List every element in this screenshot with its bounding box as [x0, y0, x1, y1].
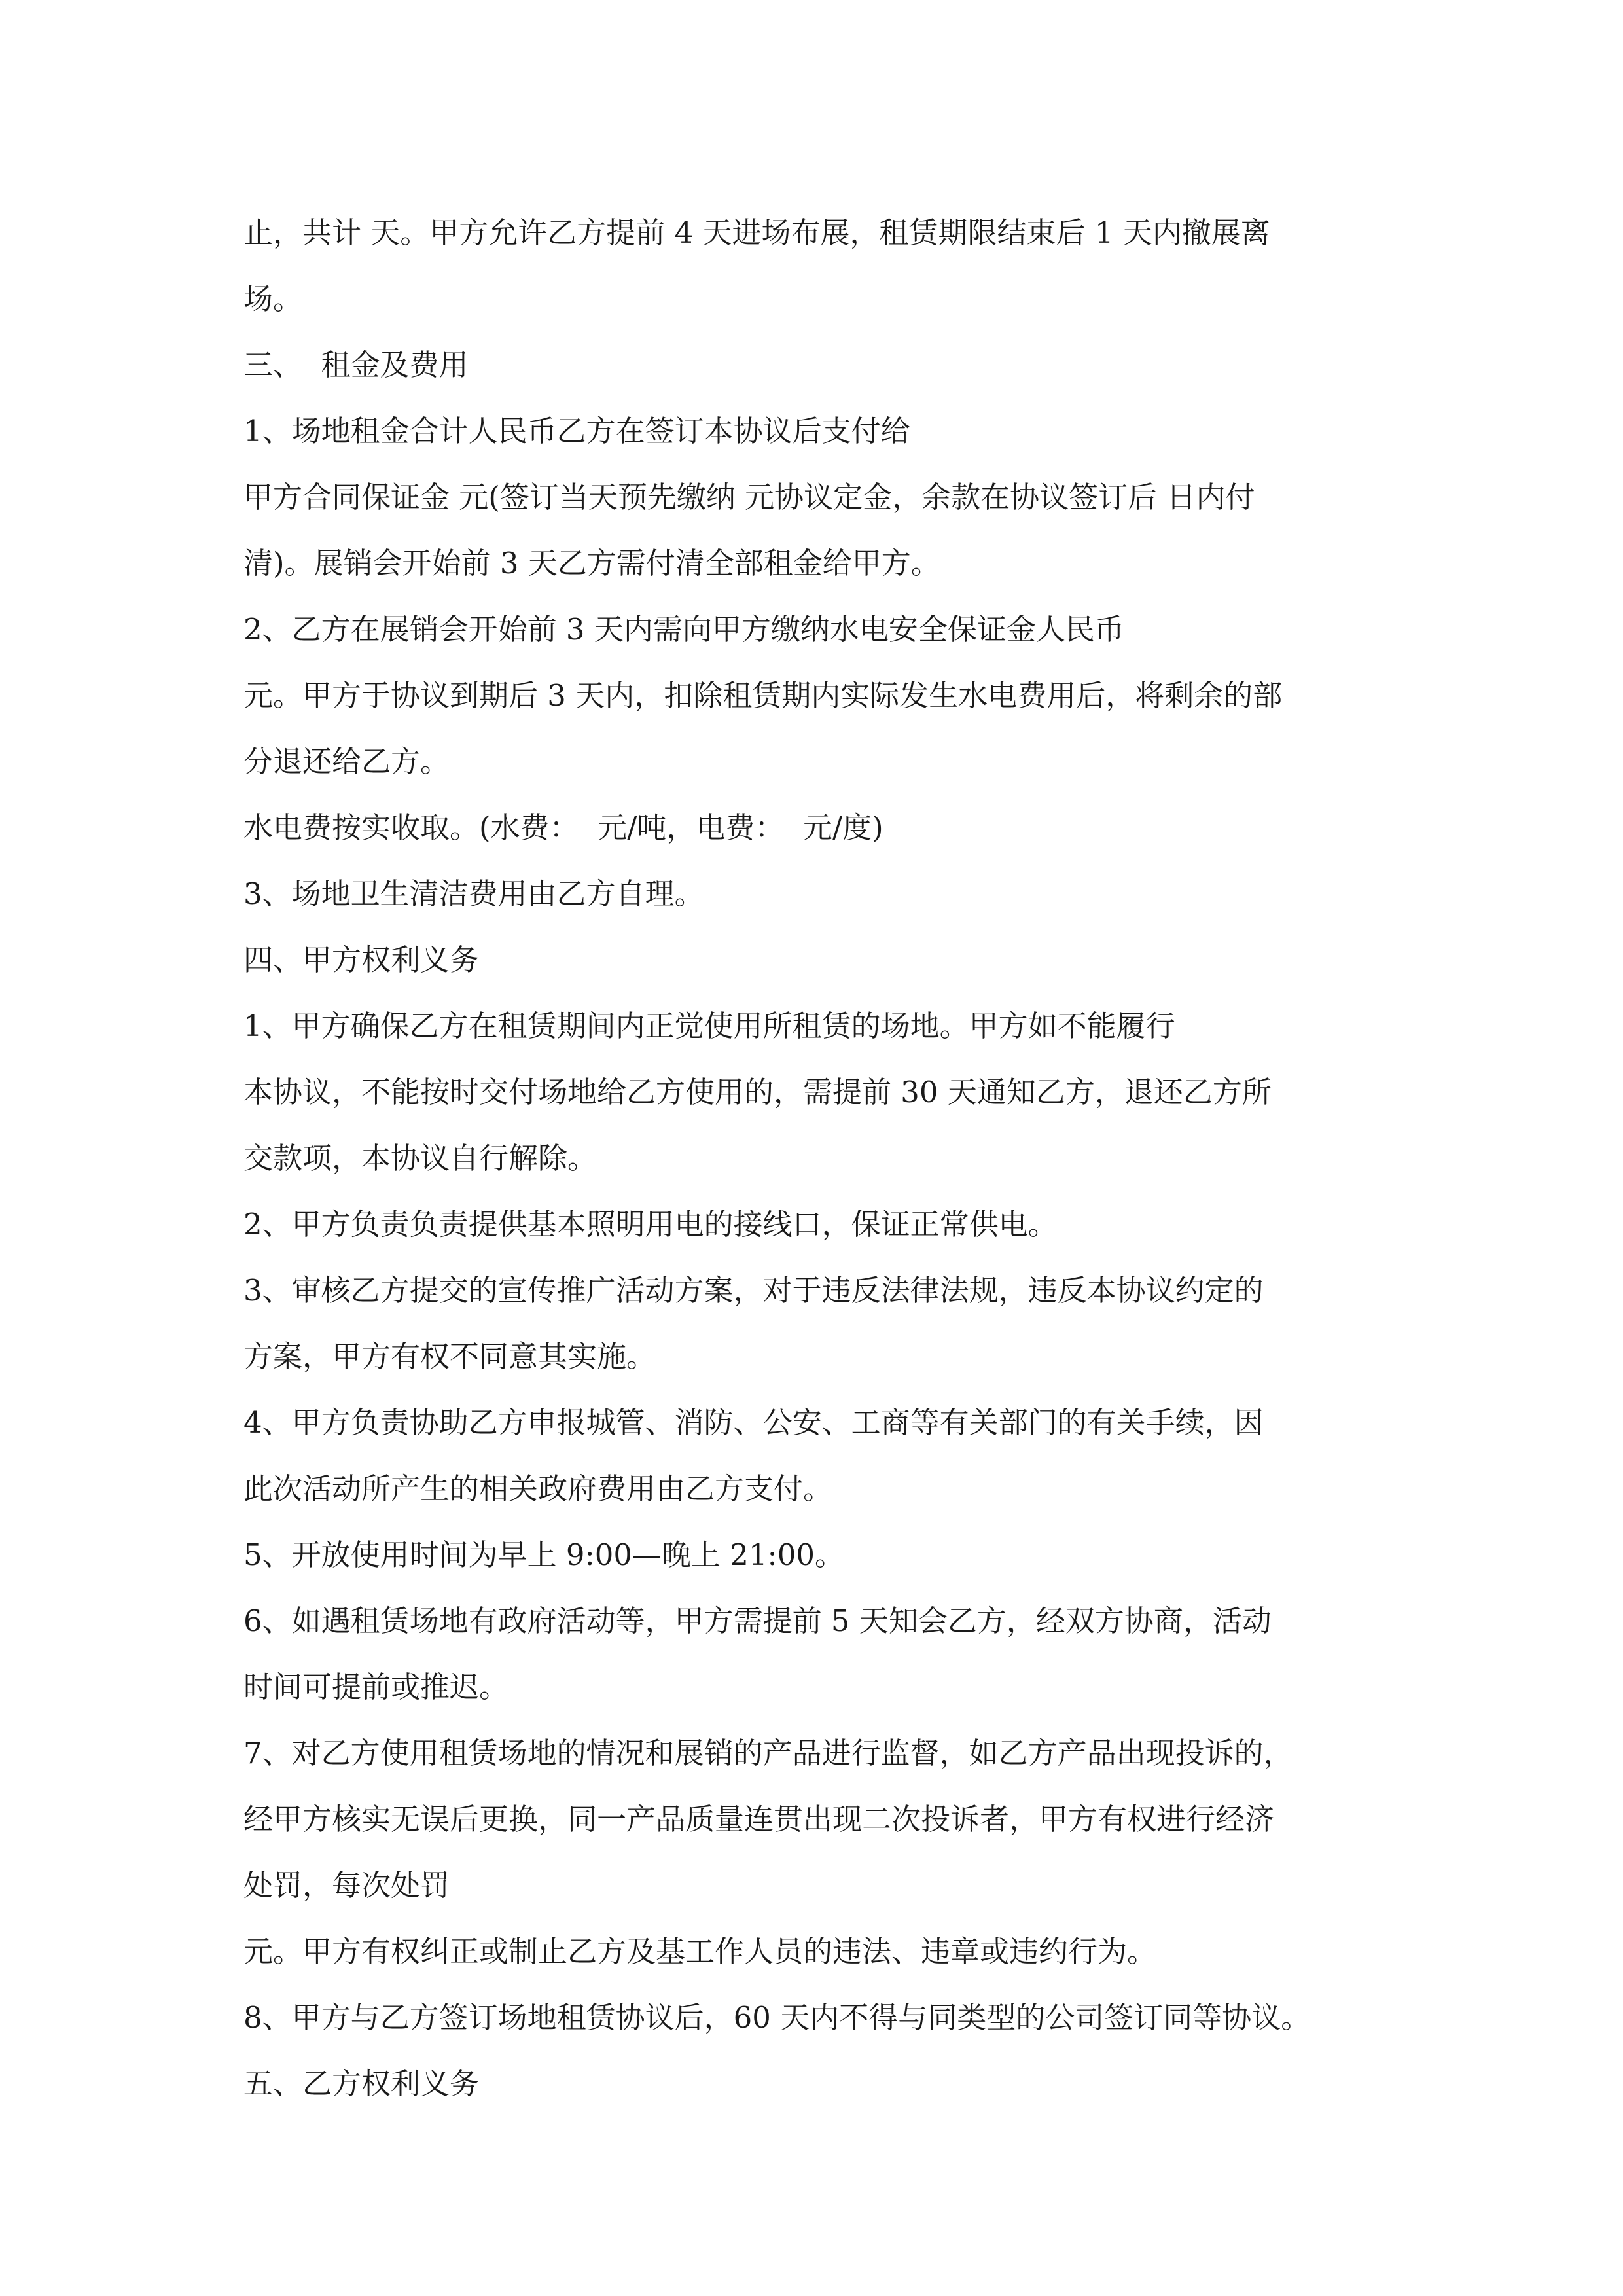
text-line: 时间可提前或推迟。 — [243, 1670, 509, 1704]
text-line: 7、对乙方使用租赁场地的情况和展销的产品进行监督，如乙方产品出现投诉的， — [243, 1736, 1293, 1770]
text-line: 4、甲方负责协助乙方申报城管、消防、公安、工商等有关部门的有关手续，因 — [243, 1405, 1264, 1440]
text-line: 1、甲方确保乙方在租赁期间内正觉使用所租赁的场地。甲方如不能履行 — [243, 1009, 1175, 1043]
text-line: 6、如遇租赁场地有政府活动等，甲方需提前 5 天知会乙方，经双方协商，活动 — [243, 1604, 1272, 1638]
text-line: 此次活动所产生的相关政府费用由乙方支付。 — [243, 1471, 833, 1506]
text-line: 2、乙方在展销会开始前 3 天内需向甲方缴纳水电安全保证金人民币 — [243, 612, 1124, 647]
text-line: 甲方合同保证金 元(签订当天预先缴纳 元协议定金，余款在协议签订后 日内付 — [243, 480, 1255, 514]
text-line: 处罚，每次处罚 — [243, 1868, 450, 1903]
text-line: 场。 — [243, 281, 303, 316]
text-line: 3、审核乙方提交的宣传推广活动方案，对于违反法律法规，违反本协议约定的 — [243, 1273, 1264, 1308]
text-line: 8、甲方与乙方签订场地租赁协议后，60 天内不得与同类型的公司签订同等协议。 — [243, 2000, 1311, 2035]
text-line: 3、场地卫生清洁费用由乙方自理。 — [243, 876, 704, 911]
text-line: 经甲方核实无误后更换，同一产品质量连贯出现二次投诉者，甲方有权进行经济 — [243, 1802, 1275, 1837]
text-line: 分退还给乙方。 — [243, 744, 450, 779]
text-line: 2、甲方负责负责提供基本照明用电的接线口，保证正常供电。 — [243, 1207, 1058, 1242]
text-line: 清)。展销会开始前 3 天乙方需付清全部租金给甲方。 — [243, 546, 940, 581]
section-heading: 四、甲方权利义务 — [243, 942, 480, 977]
section-heading: 五、乙方权利义务 — [243, 2066, 480, 2101]
text-line: 元。甲方有权纠正或制止乙方及基工作人员的违法、违章或违约行为。 — [243, 1934, 1157, 1969]
text-line: 方案，甲方有权不同意其实施。 — [243, 1339, 656, 1374]
section-heading: 三、 租金及费用 — [243, 348, 469, 382]
text-line: 元。甲方于协议到期后 3 天内，扣除租赁期内实际发生水电费用后，将剩余的部 — [243, 678, 1283, 713]
text-line: 水电费按实收取。(水费： 元/吨，电费： 元/度) — [243, 810, 883, 845]
text-line: 本协议，不能按时交付场地给乙方使用的，需提前 30 天通知乙方，退还乙方所 — [243, 1075, 1272, 1109]
text-line: 5、开放使用时间为早上 9:00—晚上 21:00。 — [243, 1537, 844, 1572]
text-line: 交款项，本协议自行解除。 — [243, 1141, 597, 1175]
document-body — [243, 200, 1395, 2117]
text-line: 1、场地租金合计人民币乙方在签订本协议后支付给 — [243, 414, 910, 448]
text-line: 止，共计 天。甲方允许乙方提前 4 天进场布展，租赁期限结束后 1 天内撤展离 — [243, 215, 1270, 250]
